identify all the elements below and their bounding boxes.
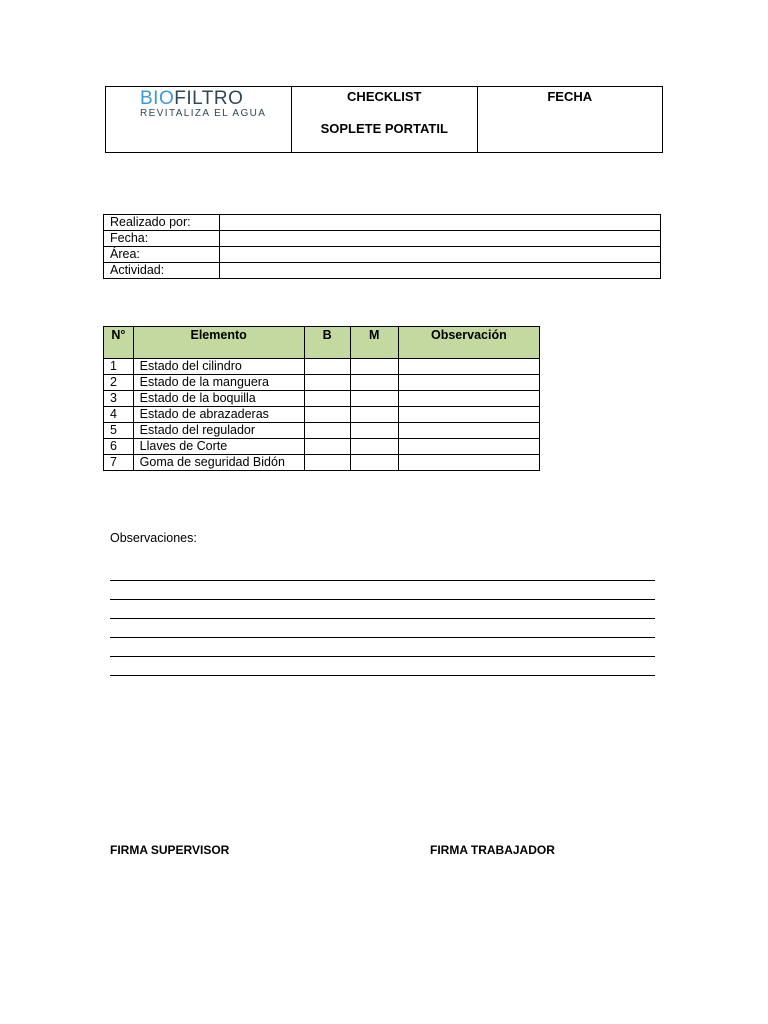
info-row <box>104 231 661 247</box>
row-number: 5 <box>104 423 134 439</box>
row-element: Estado del cilindro <box>133 359 304 375</box>
company-logo: BIOFILTRO <box>140 88 244 109</box>
row-element: Estado de la boquilla <box>133 391 304 407</box>
bad-cell[interactable] <box>350 359 398 375</box>
good-cell[interactable] <box>304 423 350 439</box>
date-cell <box>477 87 663 153</box>
row-element: Estado del regulador <box>133 423 304 439</box>
info-label: Realizado por: <box>104 215 220 231</box>
observation-cell[interactable] <box>398 359 539 375</box>
info-label: Actividad: <box>104 263 220 279</box>
row-number: 4 <box>104 407 134 423</box>
checklist-table <box>103 326 540 471</box>
info-value-field[interactable] <box>220 231 661 247</box>
row-number: 7 <box>104 455 134 471</box>
row-number: 1 <box>104 359 134 375</box>
row-element: Goma de seguridad Bidón <box>133 455 304 471</box>
logo-cell <box>106 87 292 153</box>
document-title: CHECKLIST <box>347 89 422 104</box>
observation-line[interactable] <box>110 562 655 581</box>
date-label: FECHA <box>547 89 593 104</box>
good-cell[interactable] <box>304 407 350 423</box>
row-number: 3 <box>104 391 134 407</box>
column-header-number: N° <box>104 327 134 359</box>
info-row <box>104 263 661 279</box>
column-header-bad: M <box>350 327 398 359</box>
bad-cell[interactable] <box>350 375 398 391</box>
info-value-field[interactable] <box>220 215 661 231</box>
table-row <box>104 359 540 375</box>
table-row <box>104 455 540 471</box>
logo-tagline: REVITALIZA EL AGUA <box>140 108 267 119</box>
info-label: Fecha: <box>104 231 220 247</box>
bad-cell[interactable] <box>350 439 398 455</box>
observation-cell[interactable] <box>398 439 539 455</box>
bad-cell[interactable] <box>350 391 398 407</box>
row-number: 6 <box>104 439 134 455</box>
column-header-good: B <box>304 327 350 359</box>
observation-line[interactable] <box>110 581 655 600</box>
title-cell <box>292 87 478 153</box>
good-cell[interactable] <box>304 375 350 391</box>
observation-line[interactable] <box>110 657 655 676</box>
observation-cell[interactable] <box>398 407 539 423</box>
column-header-element: Elemento <box>133 327 304 359</box>
observation-cell[interactable] <box>398 391 539 407</box>
info-table <box>103 214 661 279</box>
checklist-header-row <box>104 327 540 359</box>
observation-cell[interactable] <box>398 375 539 391</box>
info-value-field[interactable] <box>220 263 661 279</box>
table-row <box>104 407 540 423</box>
observations-label: Observaciones: <box>110 531 197 545</box>
observation-cell[interactable] <box>398 423 539 439</box>
table-row <box>104 391 540 407</box>
document-header <box>105 86 663 153</box>
document-subtitle: SOPLETE PORTATIL <box>320 121 448 136</box>
observation-line[interactable] <box>110 600 655 619</box>
bad-cell[interactable] <box>350 423 398 439</box>
worker-signature-label: FIRMA TRABAJADOR <box>430 843 555 857</box>
good-cell[interactable] <box>304 455 350 471</box>
row-element: Estado de abrazaderas <box>133 407 304 423</box>
info-row <box>104 247 661 263</box>
bad-cell[interactable] <box>350 407 398 423</box>
row-element: Estado de la manguera <box>133 375 304 391</box>
info-label: Área: <box>104 247 220 263</box>
good-cell[interactable] <box>304 439 350 455</box>
good-cell[interactable] <box>304 391 350 407</box>
table-row <box>104 423 540 439</box>
observations-lines[interactable] <box>110 562 655 676</box>
info-value-field[interactable] <box>220 247 661 263</box>
row-number: 2 <box>104 375 134 391</box>
row-element: Llaves de Corte <box>133 439 304 455</box>
observation-line[interactable] <box>110 638 655 657</box>
table-row <box>104 439 540 455</box>
good-cell[interactable] <box>304 359 350 375</box>
column-header-observation: Observación <box>398 327 539 359</box>
observation-cell[interactable] <box>398 455 539 471</box>
observation-line[interactable] <box>110 619 655 638</box>
bad-cell[interactable] <box>350 455 398 471</box>
supervisor-signature-label: FIRMA SUPERVISOR <box>110 843 230 857</box>
table-row <box>104 375 540 391</box>
info-row <box>104 215 661 231</box>
